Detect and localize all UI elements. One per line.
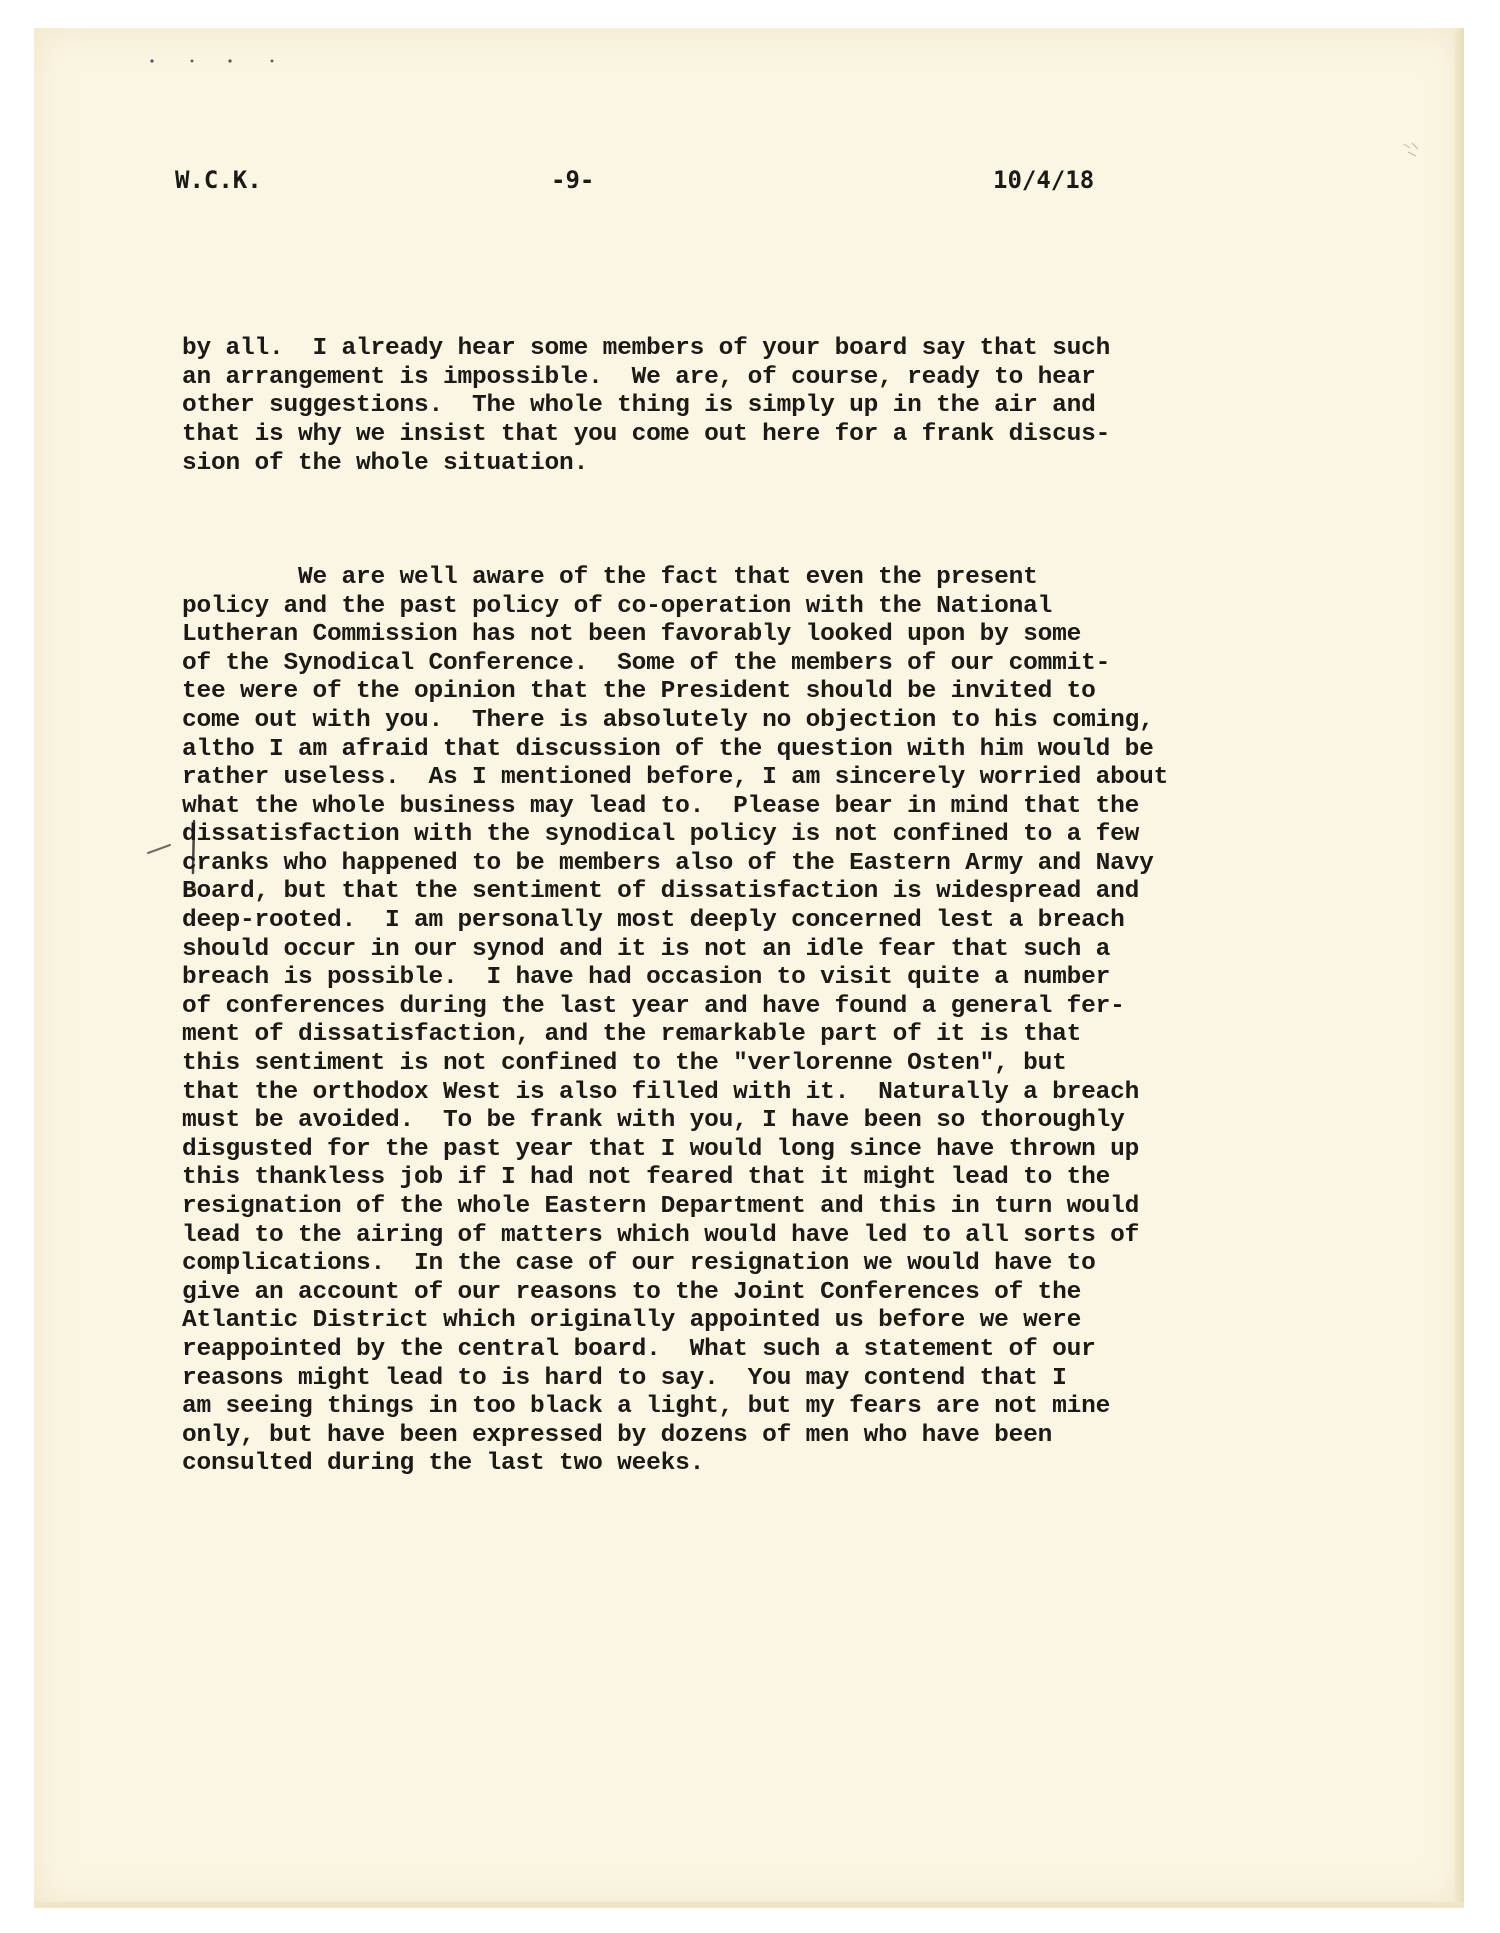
text-line: this sentiment is not confined to the "verlorenne Osten", but — [182, 1050, 1067, 1078]
text-line: of conferences during the last year and have found a general fer- — [182, 992, 1125, 1020]
text-line: dissatisfaction with the synodical policy is not confined to a few — [182, 821, 1140, 849]
page-edge-right — [1454, 28, 1464, 1908]
corner-smudge-mark — [1400, 140, 1430, 160]
text-line: of the Synodical Conference. Some of the members of our commit- — [182, 649, 1111, 677]
text-line: that the orthodox West is also filled with it. Naturally a breach — [182, 1078, 1140, 1106]
text-line: cranks who happened to be members also of the Eastern Army and Navy — [182, 849, 1154, 877]
text-line: lead to the airing of matters which would have led to all sorts of — [182, 1221, 1140, 1249]
text-line: sion of the whole situation. — [182, 449, 589, 477]
text-line: should occur in our synod and it is not an idle fear that such a — [182, 935, 1111, 963]
text-line: only, but have been expressed by dozens of men who have been — [182, 1421, 1053, 1449]
text-line: disgusted for the past year that I would long since have thrown up — [182, 1135, 1140, 1163]
text-line: resignation of the whole Eastern Department and this in turn would — [182, 1193, 1140, 1220]
text-line: deep-rooted. I am personally most deeply concerned lest a breach — [182, 907, 1125, 935]
text-line: breach is possible. I have had occasion to visit quite a number — [182, 964, 1111, 992]
text-line: consulted during the last two weeks. — [182, 1450, 705, 1478]
text-line: Lutheran Commission has not been favorably looked upon by some — [182, 621, 1082, 649]
text-line: this thankless job if I had not feared that it might lead to the — [182, 1164, 1111, 1192]
text-line: We are well aware of the fact that even the present — [182, 563, 1038, 591]
text-line: policy and the past policy of co-operation with the National — [182, 592, 1053, 620]
paragraph-1 — [182, 335, 1342, 478]
speck-marks — [148, 58, 288, 64]
text-line: give an account of our reasons to the Joint Conferences of the — [182, 1278, 1082, 1306]
text-line: altho I am afraid that discussion of the question with him would be — [182, 735, 1154, 763]
page-header — [175, 166, 1175, 206]
header-page-number: -9- — [551, 166, 595, 194]
text-line: am seeing things in too black a light, but my fears are not mine — [182, 1393, 1111, 1421]
text-line: reappointed by the central board. What such a statement of our — [182, 1335, 1096, 1363]
text-line: Atlantic District which originally appointed us before we were — [182, 1307, 1082, 1335]
text-line: by all. I already hear some members of your board say that such — [182, 335, 1111, 363]
text-line: come out with you. There is absolutely no objection to his coming, — [182, 706, 1154, 734]
text-line: complications. In the case of our resignation we would have to — [182, 1250, 1096, 1278]
page-edge-bottom — [34, 1902, 1464, 1908]
header-initials: W.C.K. — [175, 166, 262, 194]
text-line: tee were of the opinion that the President should be invited to — [182, 678, 1096, 706]
letter-body — [182, 278, 1342, 1536]
text-line: an arrangement is impossible. We are, of course, ready to hear — [182, 363, 1096, 391]
text-line: reasons might lead to is hard to say. You may contend that I — [182, 1364, 1067, 1392]
text-line: must be avoided. To be frank with you, I have been so thoroughly — [182, 1107, 1125, 1135]
paragraph-2 — [182, 564, 1342, 1479]
text-line: that is why we insist that you come out here for a frank discus- — [182, 420, 1111, 448]
text-line: Board, but that the sentiment of dissatisfaction is widespread and — [182, 878, 1140, 906]
text-line: ment of dissatisfaction, and the remarkable part of it is that — [182, 1021, 1082, 1049]
header-date: 10/4/18 — [993, 166, 1095, 194]
text-line: what the whole business may lead to. Please bear in mind that the — [182, 792, 1140, 820]
text-line: other suggestions. The whole thing is simply up in the air and — [182, 392, 1096, 420]
text-line: rather useless. As I mentioned before, I am sincerely worried about — [182, 764, 1169, 792]
